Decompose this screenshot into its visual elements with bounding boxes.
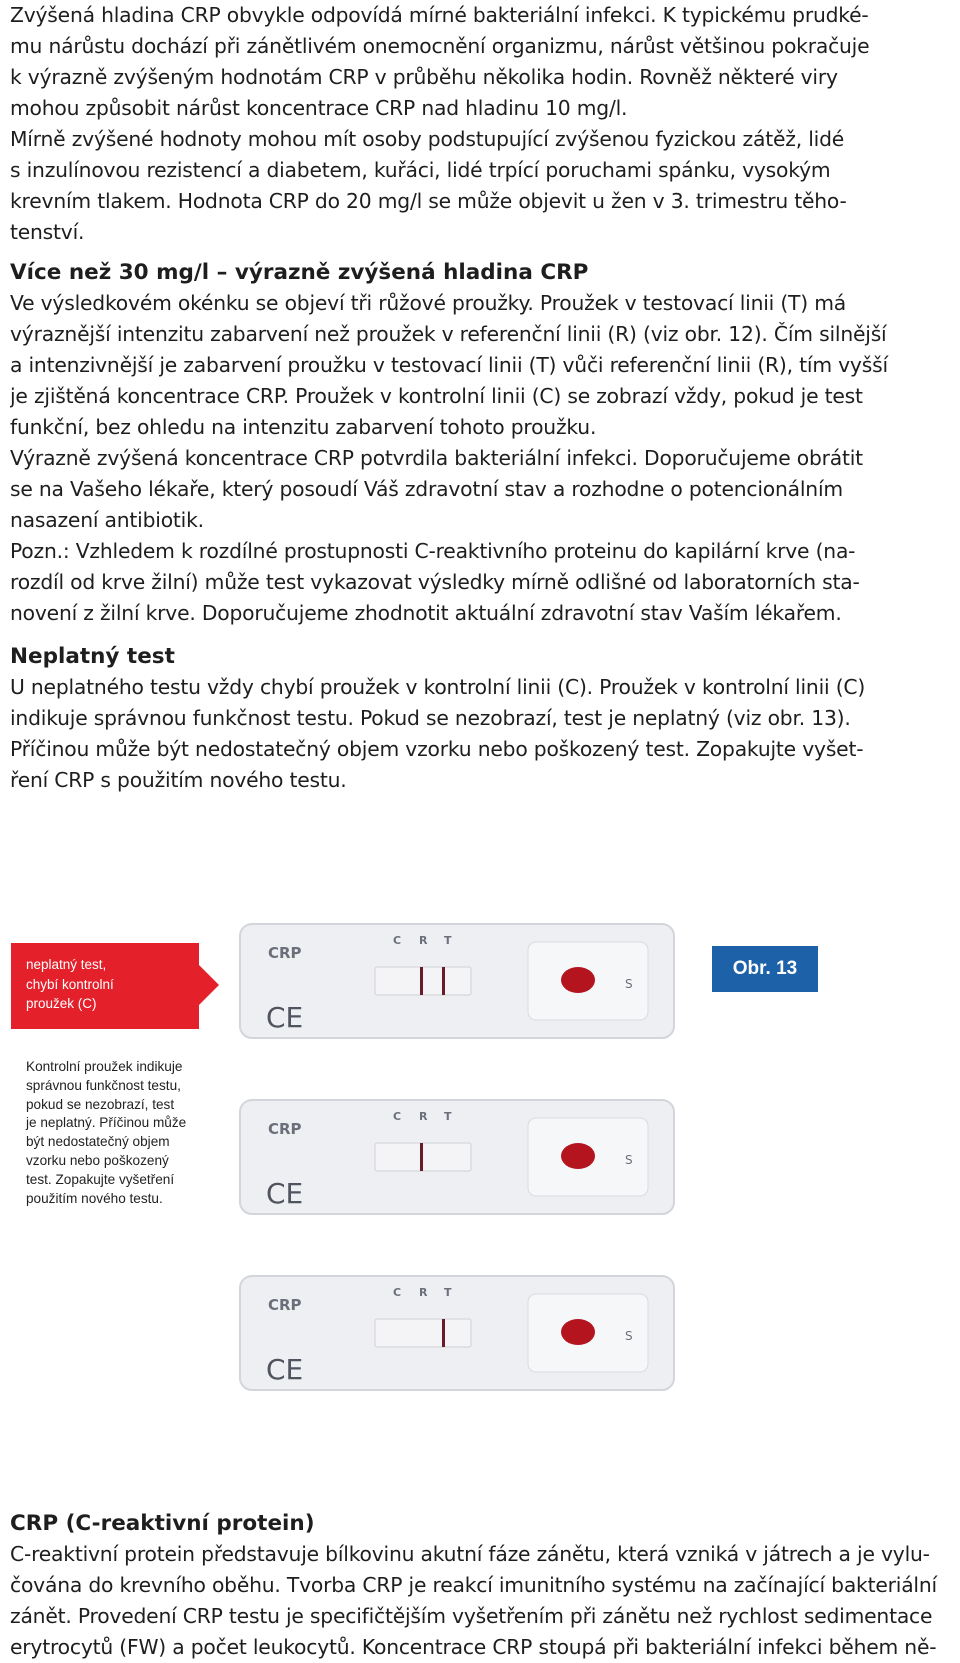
- ce-mark: CE: [266, 1353, 304, 1386]
- text-line: Mírně zvýšené hodnoty mohou mít osoby podstupující zvýšenou fyzickou zátěž, lidé: [10, 127, 845, 151]
- test-cassette-invalid: [238, 1098, 676, 1216]
- text-line: zánět. Provedení CRP testu je specifičtějším vyšetřením při zánětu než rychlost sedimentace: [10, 1604, 933, 1628]
- paragraph-mild-elevation: [10, 0, 950, 248]
- sample-well: [561, 1143, 595, 1169]
- line-label-r: R: [419, 1286, 428, 1299]
- ce-mark: CE: [266, 1177, 304, 1210]
- figure-badge: Obr. 13: [712, 946, 818, 992]
- text-line: mohou způsobit nárůst koncentrace CRP nad hladinu 10 mg/l.: [10, 96, 628, 120]
- line-label-t: T: [444, 934, 452, 947]
- text-line: tenství.: [10, 220, 85, 244]
- sample-label: S: [625, 1153, 633, 1167]
- note-line: test. Zopakujte vyšetření: [26, 1171, 175, 1187]
- figure-note: [26, 1058, 186, 1208]
- text-line: s inzulínovou rezistencí a diabetem, kuřáci, lidé trpící poruchami spánku, vysokým: [10, 158, 831, 182]
- text-line: Výrazně zvýšená koncentrace CRP potvrdila bakteriální infekci. Doporučujeme obrátit: [10, 446, 863, 470]
- line-label-r: R: [419, 934, 428, 947]
- text-line: je zjištěná koncentrace CRP. Proužek v kontrolní linii (C) se zobrazí vždy, pokud je test: [10, 384, 863, 408]
- text-line: k výrazně zvýšeným hodnotám CRP v průběhu několika hodin. Rovněž některé viry: [10, 65, 838, 89]
- test-cassette-invalid: [238, 1274, 676, 1392]
- brand-label: CRP: [268, 1296, 302, 1314]
- band-r: [420, 1143, 423, 1171]
- paragraph-high-level: [10, 288, 950, 629]
- sample-label: S: [625, 977, 633, 991]
- test-cassette-invalid: [238, 922, 676, 1040]
- callout-line: neplatný test,: [26, 957, 107, 972]
- heading-crp: CRP (C-reaktivní protein): [10, 1511, 315, 1536]
- note-line: vzorku nebo poškozený: [26, 1152, 169, 1168]
- heading-invalid-test: Neplatný test: [10, 644, 175, 669]
- text-line: funkční, bez ohledu na intenzitu zabarvení tohoto proužku.: [10, 415, 597, 439]
- text-line: novení z žilní krve. Doporučujeme zhodnotit aktuální zdravotní stav Vaším lékařem.: [10, 601, 842, 625]
- text-line: mu nárůstu dochází při zánětlivém onemocnění organizmu, nárůst většinou pokračuje: [10, 34, 870, 58]
- paragraph-crp-description: [10, 1539, 950, 1663]
- brand-label: CRP: [268, 1120, 302, 1138]
- note-line: správnou funkčnost testu,: [26, 1077, 181, 1093]
- text-line: krevním tlakem. Hodnota CRP do 20 mg/l se může objevit u žen v 3. trimestru těho-: [10, 189, 847, 213]
- line-label-t: T: [444, 1286, 452, 1299]
- note-line: je neplatný. Příčinou může: [26, 1115, 187, 1131]
- band-r: [420, 967, 423, 995]
- callout-line: proužek (C): [26, 996, 97, 1011]
- text-line: Pozn.: Vzhledem k rozdílné prostupnosti C-reaktivního proteinu do kapilární krve (na-: [10, 539, 856, 563]
- invalid-callout-text: [26, 955, 114, 1014]
- sample-well: [561, 1319, 595, 1345]
- text-line: Příčinou může být nedostatečný objem vzorku nebo poškozený test. Zopakujte vyšet-: [10, 737, 864, 761]
- line-label-r: R: [419, 1110, 428, 1123]
- text-line: erytrocytů (FW) a počet leukocytů. Koncentrace CRP stoupá při bakteriální infekci během ně-: [10, 1635, 937, 1659]
- line-label-c: C: [393, 1110, 402, 1123]
- note-line: Kontrolní proužek indikuje: [26, 1059, 183, 1074]
- band-t: [442, 967, 445, 995]
- line-label-c: C: [393, 934, 402, 947]
- note-line: být nedostatečný objem: [26, 1134, 170, 1150]
- text-line: indikuje správnou funkčnost testu. Pokud se nezobrazí, test je neplatný (viz obr. 13).: [10, 706, 851, 730]
- callout-line: chybí kontrolní: [26, 976, 114, 992]
- note-line: použitím nového testu.: [26, 1190, 163, 1206]
- band-t: [442, 1319, 445, 1347]
- text-line: nasazení antibiotik.: [10, 508, 204, 532]
- brand-label: CRP: [268, 944, 302, 962]
- heading-high-level: Více než 30 mg/l – výrazně zvýšená hladina CRP: [10, 260, 589, 285]
- text-line: Ve výsledkovém okénku se objeví tři růžové proužky. Proužek v testovací linii (T) má: [10, 291, 846, 315]
- text-line: a intenzivnější je zabarvení proužku v testovací linii (T) vůči referenční linii (R), tím vyšší: [10, 353, 888, 377]
- text-line: C-reaktivní protein představuje bílkovinu akutní fáze zánětu, která vzniká v játrech a je vylu-: [10, 1542, 930, 1566]
- note-line: pokud se nezobrazí, test: [26, 1096, 175, 1112]
- text-line: se na Vašeho lékaře, který posoudí Váš zdravotní stav a rozhodne o potencionálním: [10, 477, 843, 501]
- ce-mark: CE: [266, 1001, 304, 1034]
- line-label-t: T: [444, 1110, 452, 1123]
- sample-label: S: [625, 1329, 633, 1343]
- text-line: Zvýšená hladina CRP obvykle odpovídá mírné bakteriální infekci. K typickému prudké-: [10, 3, 869, 27]
- sample-well: [561, 967, 595, 993]
- text-line: výraznější intenzitu zabarvení než proužek v referenční linii (R) (viz obr. 12). Čím silnější: [10, 322, 887, 346]
- text-line: U neplatného testu vždy chybí proužek v kontrolní linii (C). Proužek v kontrolní linii (C): [10, 675, 866, 699]
- text-line: rozdíl od krve žilní) může test vykazovat výsledky mírně odlišné od laboratorních sta-: [10, 570, 860, 594]
- line-label-c: C: [393, 1286, 402, 1299]
- paragraph-invalid-test: [10, 672, 950, 796]
- text-line: ření CRP s použitím nového testu.: [10, 768, 347, 792]
- text-line: čována do krevního oběhu. Tvorba CRP je reakcí imunitního systému na začínající bakteriální: [10, 1573, 937, 1597]
